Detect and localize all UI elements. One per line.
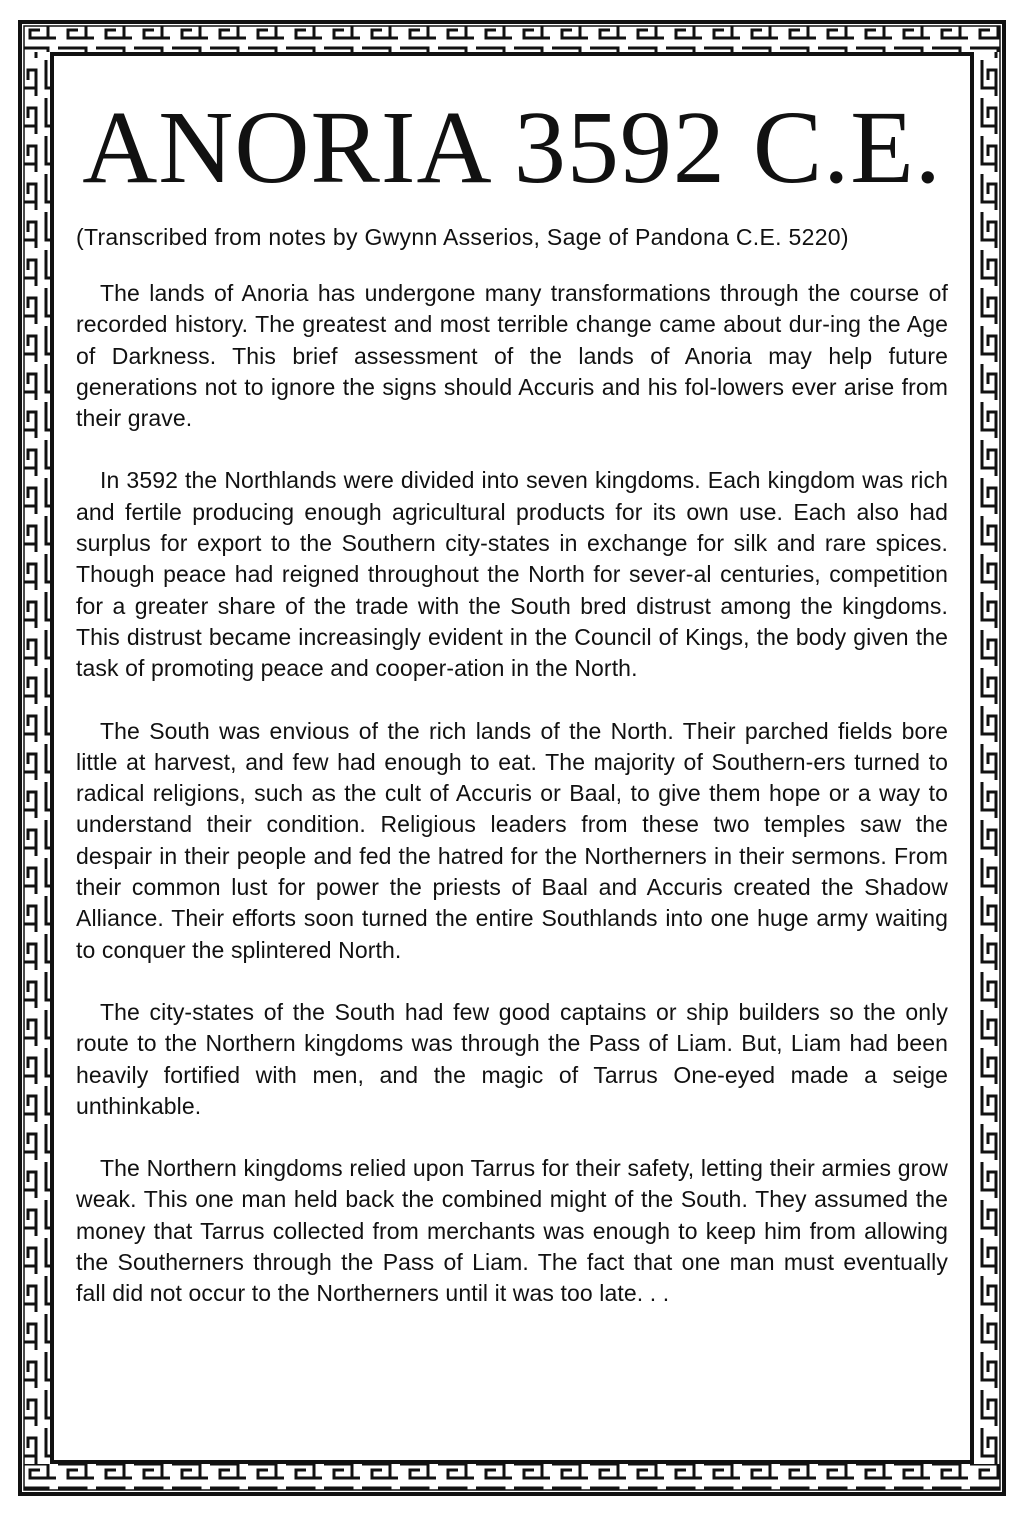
- paragraph: The Northern kingdoms relied upon Tarrus for their safety, letting their armies grow weak. This one man held back the combined might of the South. They assumed the money that Tarrus collected from merchants was enough to keep him from allowing the Southerners through the Pass of Liam. The fact that one man must eventually fall did not occur to the Northerners until it was too late. . .: [76, 1155, 948, 1307]
- paragraph: The city-states of the South had few good captains or ship builders so the only route to the Northern kingdoms was through the Pass of Liam. But, Liam had been heavily fortified with men, and the magic of Tarrus One-eyed made a seige unthinkable.: [76, 998, 948, 1119]
- page-title: ANORIA 3592 C.E.: [82, 90, 942, 205]
- paragraph: The lands of Anoria has undergone many transformations through the course of recorded history. The greatest and most terrible change came about dur-ing the Age of Darkness. This brief assessment of the lands of Anoria may help future generations not to ignore the signs should Accuris and his fol-lowers ever arise from their grave.: [76, 280, 948, 432]
- paragraph: In 3592 the Northlands were divided into seven kingdoms. Each kingdom was rich and fertile producing enough agricultural products for its own use. Each also had surplus for export to the Southern city-states in exchange for silk and rare spices. Though peace had reigned throughout the North for sever-al centuries, competition for a greater share of the trade with the South bred distrust among the kingdoms. This distrust became increasingly evident in the Council of Kings, the body given the task of promoting peace and cooper-ation in the North.: [76, 467, 948, 682]
- subtitle: (Transcribed from notes by Gwynn Asserios, Sage of Pandona C.E. 5220): [76, 224, 849, 250]
- paragraph: The South was envious of the rich lands of the North. Their parched fields bore little at harvest, and few had enough to eat. The majority of Southern-ers turned to radical religions, such as the cult of Accuris or Baal, to give them hope or a way to understand their condition. Religious leaders from these two temples saw the despair in their people and fed the hatred for the Northerners in their sermons. From their common lust for power the priests of Baal and Accuris created the Shadow Alliance. Their efforts soon turned the entire Southlands into one huge army waiting to conquer the splintered North.: [76, 717, 948, 963]
- document-body: [76, 68, 948, 1341]
